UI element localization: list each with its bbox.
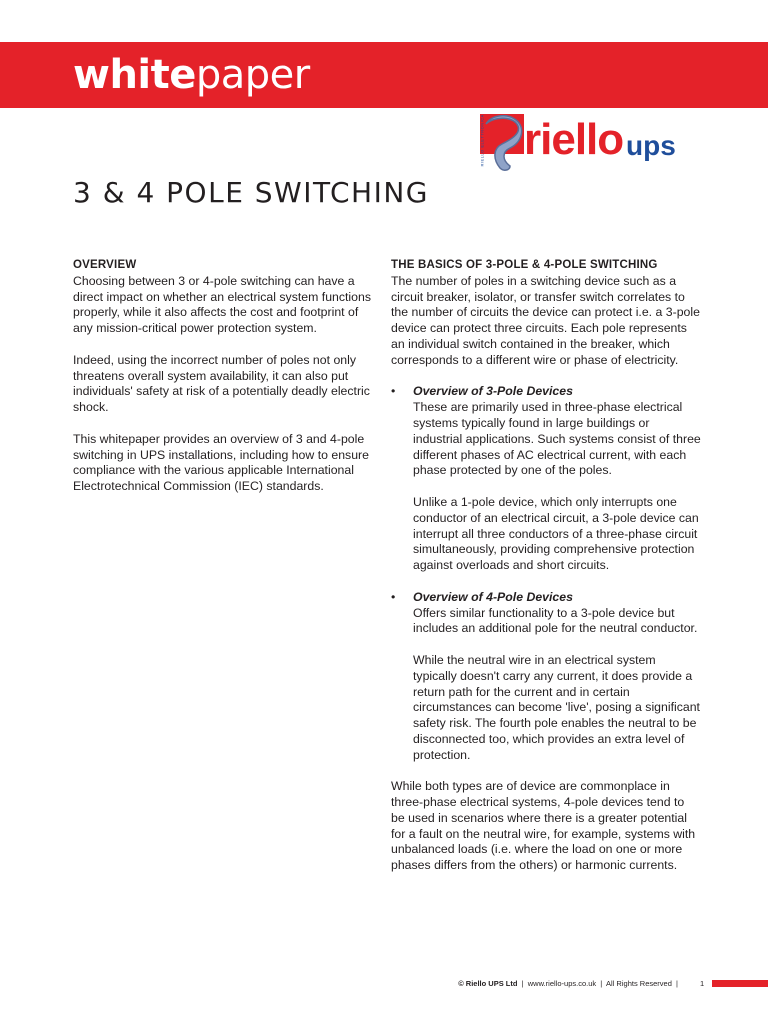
- riello-mark-icon: [480, 114, 526, 172]
- overview-heading: OVERVIEW: [73, 259, 137, 271]
- footer-separator: |: [676, 979, 678, 988]
- logo-side-text: RIELLO ELETTRONICA: [479, 114, 485, 167]
- paragraph: These are primarily used in three-phase electrical systems typically found in large buildings or industrial applications. Such systems consist of three different phases of AC electrical current, with each phase protected by one of the poles.: [413, 400, 701, 478]
- footer-company: © Riello UPS Ltd: [458, 979, 518, 988]
- footer-rights: All Rights Reserved: [606, 979, 672, 988]
- riello-ups-logo: [472, 112, 702, 174]
- footer-website[interactable]: www.riello-ups.co.uk: [527, 979, 597, 988]
- page-number: 1: [700, 979, 705, 988]
- paragraph: The number of poles in a switching device such as a circuit breaker, isolator, or transfer switch correlates to the number of circuits the device can protect i.e. a 3-pole device can protect three circuits. Each pole represents an individual switch contained in the breaker, which corresponds to a different wire or phase of electricity.: [391, 273, 700, 367]
- basics-heading: THE BASICS OF 3-POLE & 4-POLE SWITCHING: [391, 259, 658, 271]
- logo-suffix: ups: [626, 130, 676, 161]
- bullet-icon: •: [391, 589, 396, 604]
- footer-separator: |: [521, 979, 524, 988]
- banner-title-light: paper: [195, 52, 310, 98]
- logo-brand: riello: [524, 115, 624, 164]
- footer-separator: |: [600, 979, 603, 988]
- bullet-title: Overview of 3-Pole Devices: [413, 384, 573, 399]
- paragraph: Unlike a 1-pole device, which only interrupts one conductor of an electrical circuit, a 3-pole device can interrupt all three conductors of a three-phase circuit simultaneously, providing comprehensive protection against overloads and short circuits.: [413, 494, 699, 573]
- footer-accent-bar: [712, 980, 768, 987]
- paragraph: While the neutral wire in an electrical system typically doesn't carry any current, it does provide a return path for the current and in certain circumstances can become 'live', posing a significant safety risk. The fourth pole enables the neutral to be disconnected too, which provides an extra level of protection.: [413, 652, 700, 762]
- footer: [0, 978, 768, 992]
- right-column: [391, 258, 701, 890]
- paragraph: Offers similar functionality to a 3-pole device but includes an additional pole for the neutral conductor.: [413, 605, 698, 636]
- bullet-item: [391, 384, 701, 574]
- paragraph: Indeed, using the incorrect number of poles not only threatens overall system availability, it can also put individuals' safety at risk of a potentially deadly electric shock.: [73, 352, 370, 415]
- banner-title: [73, 47, 310, 103]
- bullet-item: [391, 590, 701, 764]
- banner-title-bold: white: [73, 52, 196, 98]
- paragraph: While both types are of device are commonplace in three-phase electrical systems, 4-pole devices tend to be used in scenarios where there is a greater potential for a fault on the neutral wire, for example, systems with unbalanced loads (i.e. where the load on one or more phases differs from the others) or harmonic currents.: [391, 779, 696, 873]
- left-column: [73, 258, 378, 511]
- footer-text: [458, 979, 678, 988]
- paragraph: This whitepaper provides an overview of 3 and 4-pole switching in UPS installations, including how to ensure compliance with the various applicable International Electrotechnical Commission (IEC) standards.: [73, 431, 369, 494]
- bullet-icon: •: [391, 384, 396, 399]
- page-title: 3 & 4 POLE SWITCHING: [73, 176, 429, 209]
- bullet-title: Overview of 4-Pole Devices: [413, 589, 573, 604]
- paragraph: Choosing between 3 or 4-pole switching can have a direct impact on whether an electrical system functions properly, while it also affects the cost and footprint of any mission-critical power protection system.: [73, 273, 371, 336]
- header-banner: [0, 42, 768, 108]
